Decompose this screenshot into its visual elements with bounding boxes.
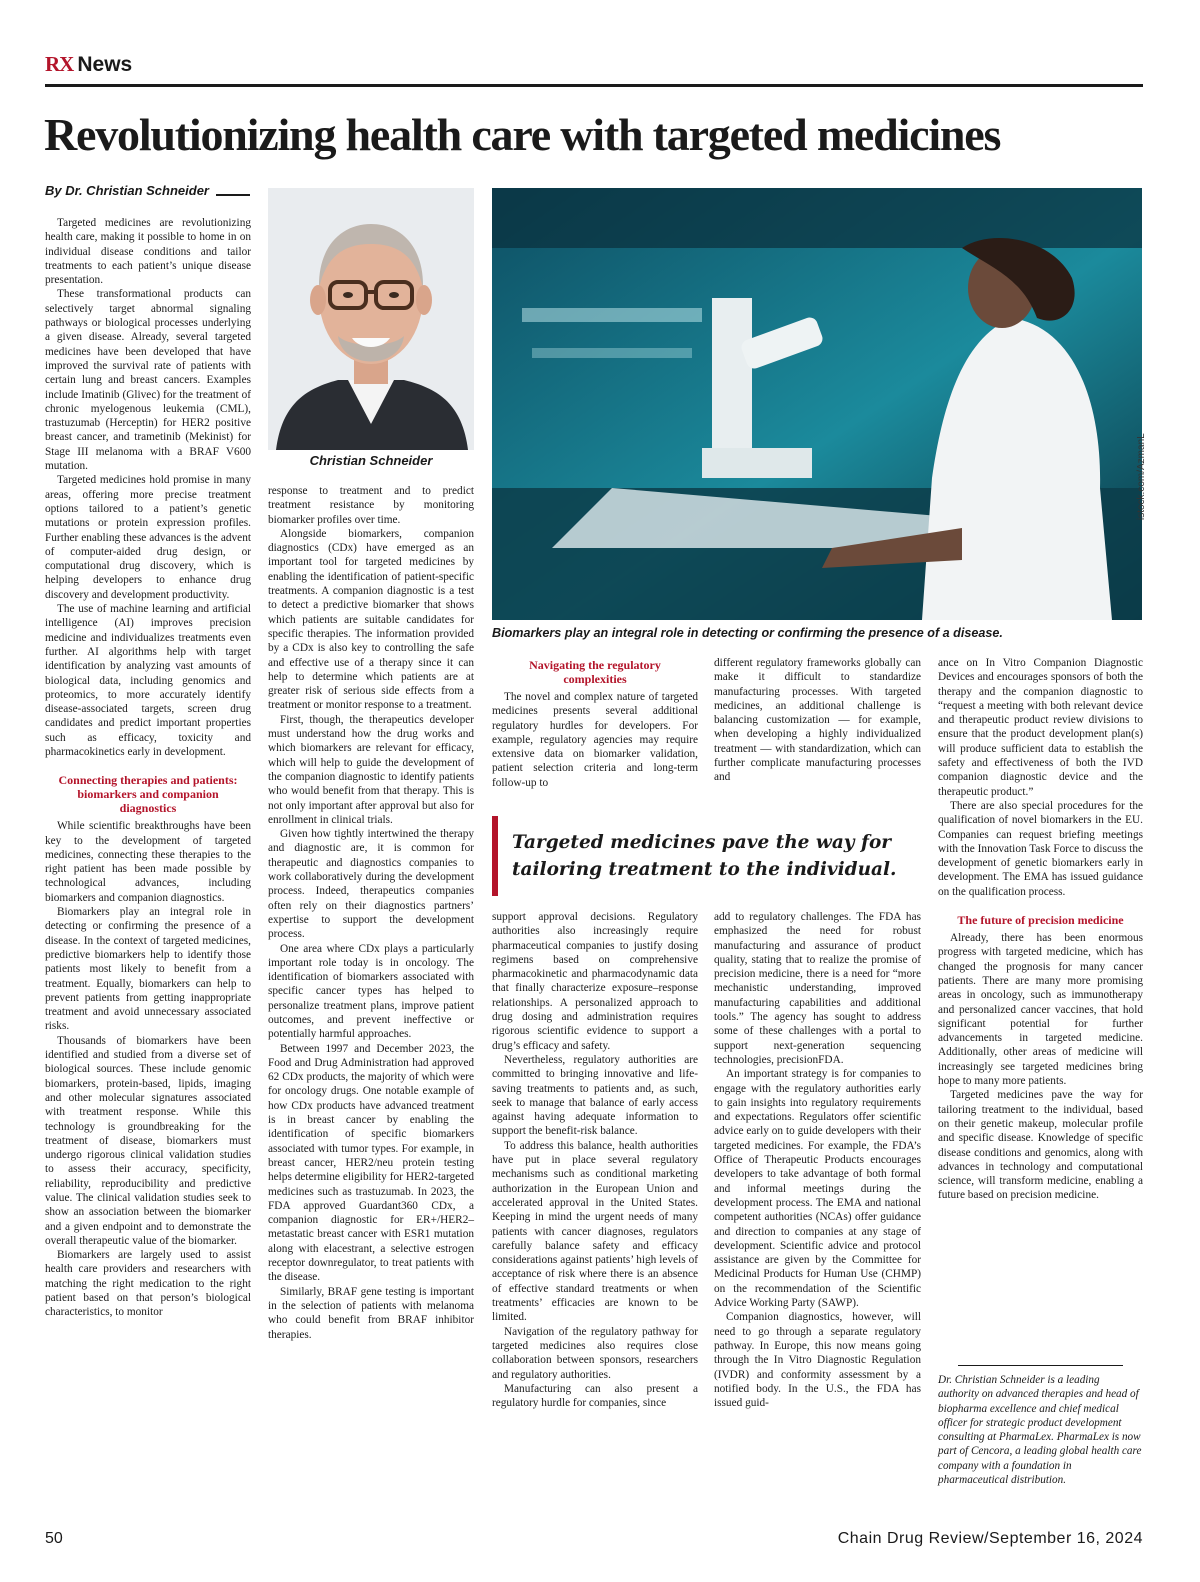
- paragraph: Similarly, BRAF gene testing is important in the selection of patients with melanoma who could benefit from BRAF inhibitor therapies.: [268, 1285, 474, 1341]
- paragraph: response to treatment and to predict treatment resistance by monitoring biomarker profiles over time.: [268, 485, 474, 526]
- paragraph: An important strategy is for companies to engage with the regulatory authorities early to gain insights into regulatory requirements and expectations. Regulators offer scientific advice early on to guide developers with their targeted medicines. For example, the FDA’s Office of Therapeutic Products encourages developers to take advantage of both formal and informal meetings during the development process. The EMA and national competent authorities (NCAs) offer guidance and direction to companies at any stage of development. Scientific advice and protocol assistance are given by the Committee for Medicinal Products for Human Use (CHMP) on the recommendation of the Scientific Advice Working Party (SAWP).: [714, 1068, 921, 1310]
- paragraph: support approval decisions. Regulatory authorities also increasingly require pharmaceutical companies to justify dosing regimens based on comprehensive pharmacokinetic and pharmacodynamic data that finally characterize exposure–response relationships. A personalized approach to drug dosing and administration requires rigorous scientific evidence to support a drug’s efficacy and safety.: [492, 911, 698, 1052]
- paragraph: Thousands of biomarkers have been identified and studied from a diverse set of biological sources. These include genomic biomarkers, protein-based, lipids, imaging and other molecular signatures associated with treatment response. While this technology is groundbreaking for the treatment of disease, biomarkers must undergo rigorous clinical validation studies to assess their accuracy, specificity, reliability, reproducibility and predictive value. The clinical validation studies seek to show an association between the biomarker and a given endpoint and to demonstrate the overall therapeutic value of the biomarker.: [45, 1034, 251, 1247]
- section-news: News: [77, 53, 133, 76]
- paragraph: Navigation of the regulatory pathway for targeted medicines also requires close collaboration between sponsors, researchers and regulatory authorities.: [492, 1325, 698, 1381]
- paragraph: Targeted medicines pave the way for tailoring treatment to the individual, based on their genetic makeup, molecular profile and specific disease. Knowledge of specific disease conditions and genomics, along with advances in technology and computational science, will transform medicine, enabling a future based on precision medicine.: [938, 1089, 1143, 1202]
- column-2: [268, 484, 474, 1342]
- paragraph: Manufacturing can also present a regulatory hurdle for companies, since: [492, 1382, 698, 1410]
- column-1: [45, 216, 251, 1320]
- photo-caption: Biomarkers play an integral role in detecting or confirming the presence of a disease.: [492, 626, 1003, 640]
- publication-line: Chain Drug Review/September 16, 2024: [837, 1530, 1143, 1547]
- photo-credit: istock.com/AzmanL: [1136, 433, 1147, 520]
- pull-quote: Targeted medicines pave the way for tailoring treatment to the individual.: [512, 832, 897, 880]
- headline: Revolutionizing health care with targeted medicines: [44, 109, 1001, 160]
- paragraph: First, though, the therapeutics developer must understand how the drug works and which biomarkers are relevant for efficacy, which will help to guide the development of the companion diagnostic to identify patients who would benefit from that therapy. This is not only important after approval but also for enrollment in clinical trials.: [268, 713, 474, 826]
- paragraph: Targeted medicines hold promise in many areas, offering more precise treatment options tailored to a patient’s genetic mutations or protein expression profiles. Further enabling these advances is the advent of computer-aided drug design, or computational drug discovery, which is helping developers to enhance drug discovery and development productivity.: [45, 474, 251, 601]
- paragraph: Given how tightly intertwined the therapy and diagnostic are, it is common for therapeutic and diagnostics companies to work collaboratively during the development process. Indeed, therapeutics companies often rely on their diagnostics partners’ expertise to support the development process.: [268, 828, 474, 941]
- portrait-caption: Christian Schneider: [309, 453, 433, 468]
- paragraph: While scientific breakthroughs have been key to the development of targeted medicines, connecting these therapies to the right patient has been made possible by technological advances, including biomarkers and companion diagnostics.: [45, 820, 251, 904]
- column-4-top: [714, 656, 921, 785]
- paragraph: different regulatory frameworks globally can make it difficult to standardize manufacturing processes. With targeted medicines, an additional challenge is balancing customization — for example, when developing a highly individualized treatment — with standardization, which can further complicate manufacturing processes and: [714, 657, 921, 784]
- bio-rule: [958, 1365, 1123, 1366]
- column-5: [938, 656, 1143, 1203]
- pull-quote-bar: [492, 816, 498, 896]
- subhead-future: The future of precision medicine: [957, 913, 1124, 928]
- paragraph: Targeted medicines are revolutionizing health care, making it possible to home in on individual disease conditions and tailor treatments to each patient’s unique disease presentation.: [45, 217, 251, 287]
- subhead-regulatory: Navigating the regulatory complexities: [529, 658, 661, 686]
- byline-rule: [216, 194, 250, 196]
- paragraph: There are also special procedures for the qualification of novel biomarkers in the EU. Companies can request briefing meetings with the Innovation Task Force to discuss the development of genetic biomarkers early in development. The EMA has issued guidance on the qualification process.: [938, 799, 1143, 898]
- paragraph: Biomarkers play an integral role in detecting or confirming the presence of a disease. In the context of targeted medicines, predictive biomarkers help to identify those patients most likely to benefit from a treatment. Equally, biomarkers can help to prevent patients from getting inappropriate treatment and avoid unnecessary associated risks.: [45, 906, 251, 1033]
- paragraph: The use of machine learning and artificial intelligence (AI) improves precision medicine and individualizes treatments even further. AI algorithms help with target identification by analyzing vast amounts of biological data, including genomics and proteomics, to more accurately identify disease-associated targets, screen drug candidates and predict important properties such as efficacy, toxicity and pharmacokinetics early in development.: [45, 603, 251, 758]
- paragraph: Companion diagnostics, however, will need to go through a separate regulatory pathway. In Europe, this now means going through the In Vitro Diagnostic Regulation (IVDR) and conformity assessment by a notified body. In the U.S., the FDA has issued guid-: [714, 1311, 921, 1410]
- paragraph: Nevertheless, regulatory authorities are committed to bringing innovative and life-saving treatments to patients and, as such, seek to manage that balance of early access against having adequate information to support the benefit-risk balance.: [492, 1053, 698, 1138]
- column-3-top: [492, 656, 698, 790]
- section-rx: RX: [45, 52, 74, 76]
- paragraph: Alongside biomarkers, companion diagnostics (CDx) have emerged as an important tool for targeted medicines by enabling the identification of patient-specific treatments. A companion diagnostic is a test to detect a predictive biomarker that shows which patients are suitable candidates for specific therapies. The information provided by a CDx is also key to controlling the safe and effective use of a therapy since it can help to determine which patients are at greater risk of serious side effects from a treatment or monitor response to a treatment.: [268, 527, 474, 712]
- paragraph: Biomarkers are largely used to assist health care providers and researchers with matching the right medication to the right patient based on that person’s biological characteristics, to monitor: [45, 1249, 251, 1319]
- paragraph: ance on In Vitro Companion Diagnostic Devices and encourages sponsors of both the therapy and the companion diagnostic to “request a meeting with both relevant device and therapeutic product review divisions to ensure that the product development plan(s) will produce sufficient data to establish the safety and effectiveness of both the IVD companion diagnostic device and the therapeutic product.”: [938, 657, 1143, 798]
- paragraph: The novel and complex nature of targeted medicines presents several additional regulatory hurdles for developers. For example, regulatory agencies may require extensive data on biomarker validation, patient selection criteria and long-term follow-up to: [492, 691, 698, 789]
- author-bio: Dr. Christian Schneider is a leading authority on advanced therapies and head of biopharma excellence and chief medical officer for strategic product development consulting at PharmaLex. PharmaLex is now part of Cencora, a leading global health care company with a foundation in pharmaceutical distribution.: [938, 1374, 1142, 1487]
- paragraph: One area where CDx plays a particularly important role today is in oncology. The identification of biomarkers associated with specific cancer types has helped to personalize treatment plans, improve patient outcomes, and prevent ineffective or potentially harmful approaches.: [268, 942, 474, 1041]
- paragraph: These transformational products can selectively target abnormal signaling pathways or biological processes underlying a given disease. Already, several targeted medicines have been developed that have improved the survival rate of patients with certain lung and breast cancers. Examples include Imatinib (Glivec) for the treatment of chronic myelogenous leukemia (CML), trastuzumab (Herceptin) for HER2 positive breast cancer, and trametinib (Mekinist) for Stage III melanoma with a BRAF V600 mutation.: [45, 288, 251, 473]
- section-tag: [45, 52, 132, 77]
- lab-photo: [492, 188, 1142, 620]
- paragraph: To address this balance, health authorities have put in place several regulatory mechanisms such as conditional marketing authorization in the European Union and accelerated approval in the United States. Keeping in mind the urgent needs of many patients with cancer diagnoses, regulators carefully balance safety and efficacy considerations against patients’ high levels of acceptance of risk where there is an absence of effective standard treatments or when treatments’ efficacies are known to be limited.: [492, 1139, 698, 1324]
- column-3-bottom: [492, 910, 698, 1410]
- paragraph: add to regulatory challenges. The FDA has emphasized the need for robust manufacturing and assurance of product quality, stating that to realize the promise of precision medicine, there is a need for “more mechanistic understanding, improved manufacturing capabilities and additional tools.” The agency has sought to address some of these challenges with a portal to support next-generation sequencing technologies, precisionFDA.: [714, 911, 921, 1066]
- page-number: 50: [45, 1530, 63, 1547]
- portrait-illustration: [268, 188, 474, 450]
- column-4-bottom: [714, 910, 921, 1410]
- byline: By Dr. Christian Schneider: [45, 183, 209, 198]
- header-rule: [45, 84, 1143, 87]
- subhead-biomarkers: Connecting therapies and patients: biomarkers and companion diagnostics: [58, 773, 238, 816]
- paragraph: Already, there has been enormous progress with targeted medicine, which has changed the prognosis for many cancer patients. There are many more promising areas in oncology, such as immunotherapy and personalized cancer vaccines, that hold significant potential for further advancements in targeted medicine. Additionally, other areas of medicine will increasingly see targeted medicines bring hope to many more patients.: [938, 932, 1143, 1088]
- author-portrait: [268, 188, 474, 450]
- paragraph: Between 1997 and December 2023, the Food and Drug Administration had approved 62 CDx products, the majority of which were for oncology drugs. One notable example of how CDx products have advanced treatment is in breast cancer by enabling the identification of specific biomarkers associated with tumor types. For example, in breast cancer, HER2/neu protein testing helps determine eligibility for HER2-targeted medicines such as trastuzumab. In 2023, the FDA approved Guardant360 CDx, a companion diagnostic for ER+/HER2– metastatic breast cancer with ESR1 mutation along with elacestrant, a selective estrogen receptor downregulator, to treat patients with the disease.: [268, 1042, 474, 1284]
- lab-illustration: [492, 188, 1142, 620]
